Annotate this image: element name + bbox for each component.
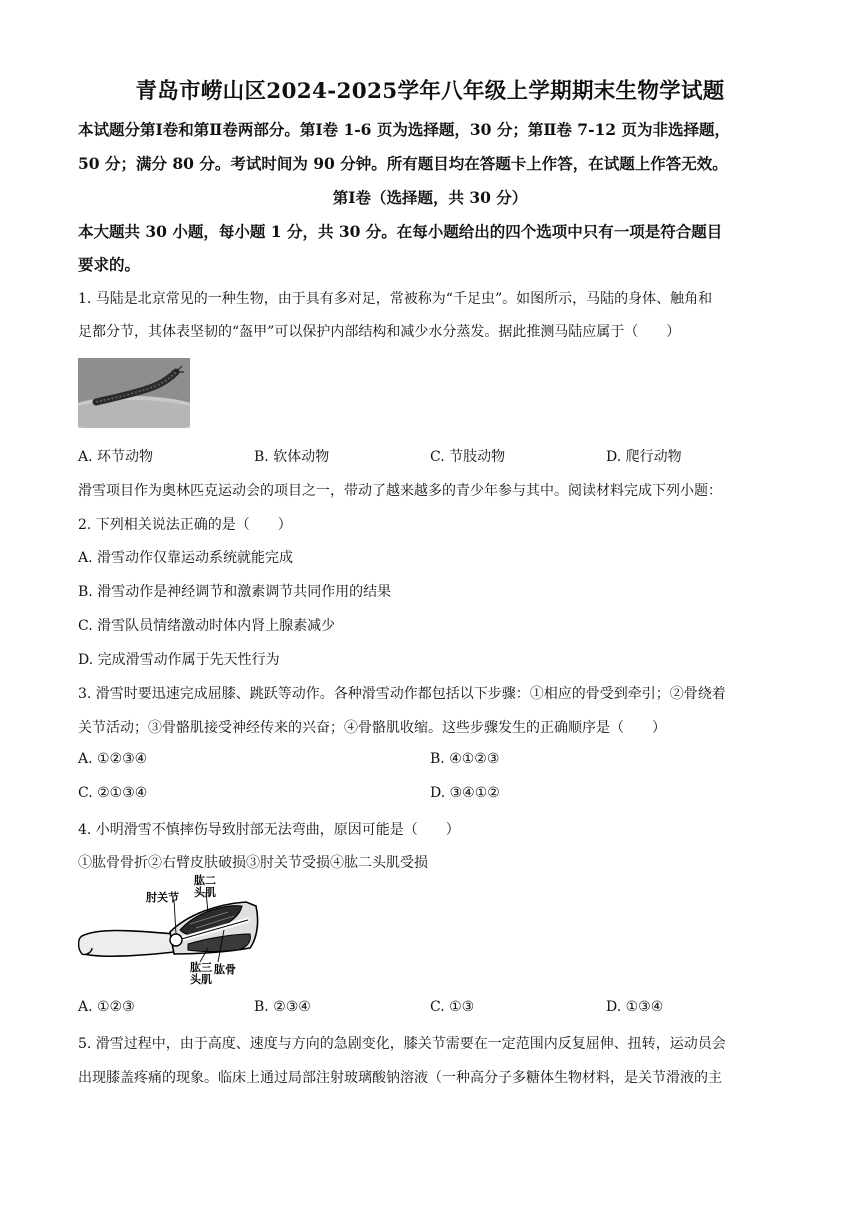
q4-stem: 4. 小明滑雪不慎摔伤导致肘部无法弯曲，原因可能是（ ）	[78, 822, 460, 838]
q5-stem-line-2: 出现膝盖疼痛的现象。临床上通过局部注射玻璃酸钠溶液（一种高分子多糖体生物材料，是关节滑液的主	[78, 1070, 722, 1086]
q1-option-b: B. 软体动物	[254, 449, 330, 465]
q2-option-c: C. 滑雪队员情绪激动时体内肾上腺素减少	[78, 618, 336, 634]
q1-stem-line-1: 1. 马陆是北京常见的一种生物，由于具有多对足，常被称为“千足虫”。如图所示，马陆的身体、触角和	[78, 291, 713, 307]
q3-option-c: C. ②①③④	[78, 785, 148, 801]
q3-option-b: B. ④①②③	[430, 751, 500, 767]
section-title: 第Ⅰ卷（选择题，共 30 分）	[332, 188, 528, 207]
intro-line-2: 50 分；满分 80 分。考试时间为 90 分钟。所有题目均在答题卡上作答，在试题上作答无效。	[78, 154, 728, 173]
q2-option-a: A. 滑雪动作仅靠运动系统就能完成	[78, 550, 294, 566]
q3-stem-line-1: 3. 滑雪时要迅速完成屈膝、跳跃等动作。各种滑雪动作都包括以下步骤：①相应的骨受到牵引；②骨绕着	[78, 686, 726, 702]
millipede-photo	[78, 358, 190, 428]
section-note-line-2: 要求的。	[78, 255, 141, 274]
triceps-label: 肱三 头肌	[190, 961, 212, 986]
q4-option-a: A. ①②③	[78, 999, 135, 1015]
q1-option-a: A. 环节动物	[78, 449, 154, 465]
q3-option-a: A. ①②③④	[78, 751, 148, 767]
humerus-label: 肱骨	[214, 963, 236, 976]
q4-option-d: D. ①③④	[606, 999, 664, 1015]
q3-stem-line-2: 关节活动；③骨骼肌接受神经传来的兴奋；④骨骼肌收缩。这些步骤发生的正确顺序是（ ）	[78, 720, 666, 736]
q1-option-d: D. 爬行动物	[606, 449, 682, 465]
exam-title: 青岛市崂山区2024-2025学年八年级上学期期末生物学试题	[135, 79, 725, 104]
q2-option-b: B. 滑雪动作是神经调节和激素调节共同作用的结果	[78, 584, 392, 600]
intro-line-1: 本试题分第Ⅰ卷和第Ⅱ卷两部分。第Ⅰ卷 1-6 页为选择题，30 分；第Ⅱ卷 7-12 页为非选择题，	[78, 120, 730, 139]
section-note-line-1: 本大题共 30 小题，每小题 1 分，共 30 分。在每小题给出的四个选项中只有一项是符合题目	[78, 222, 723, 241]
q5-stem-line-1: 5. 滑雪过程中，由于高度、速度与方向的急剧变化，膝关节需要在一定范围内反复屈伸、扭转，运动员会	[78, 1036, 726, 1052]
q3-option-d: D. ③④①②	[430, 785, 500, 801]
elbow-joint-label: 肘关节	[146, 891, 179, 904]
q2-option-d: D. 完成滑雪动作属于先天性行为	[78, 652, 280, 668]
q4-option-b: B. ②③④	[254, 999, 311, 1015]
q4-items: ①肱骨骨折②右臂皮肤破损③肘关节受损④肱二头肌受损	[78, 855, 428, 871]
biceps-label: 肱二 头肌	[194, 874, 216, 899]
material-intro: 滑雪项目作为奥林匹克运动会的项目之一，带动了越来越多的青少年参与其中。阅读材料完成下列小题：	[78, 483, 722, 499]
q1-stem-line-2: 足都分节，其体表坚韧的“盔甲”可以保护内部结构和减少水分蒸发。据此推测马陆应属于（ ）	[78, 324, 681, 340]
q4-option-c: C. ①③	[430, 999, 475, 1015]
arm-muscle-diagram	[78, 872, 266, 988]
q2-stem: 2. 下列相关说法正确的是（ ）	[78, 517, 292, 533]
q1-option-c: C. 节肢动物	[430, 449, 506, 465]
